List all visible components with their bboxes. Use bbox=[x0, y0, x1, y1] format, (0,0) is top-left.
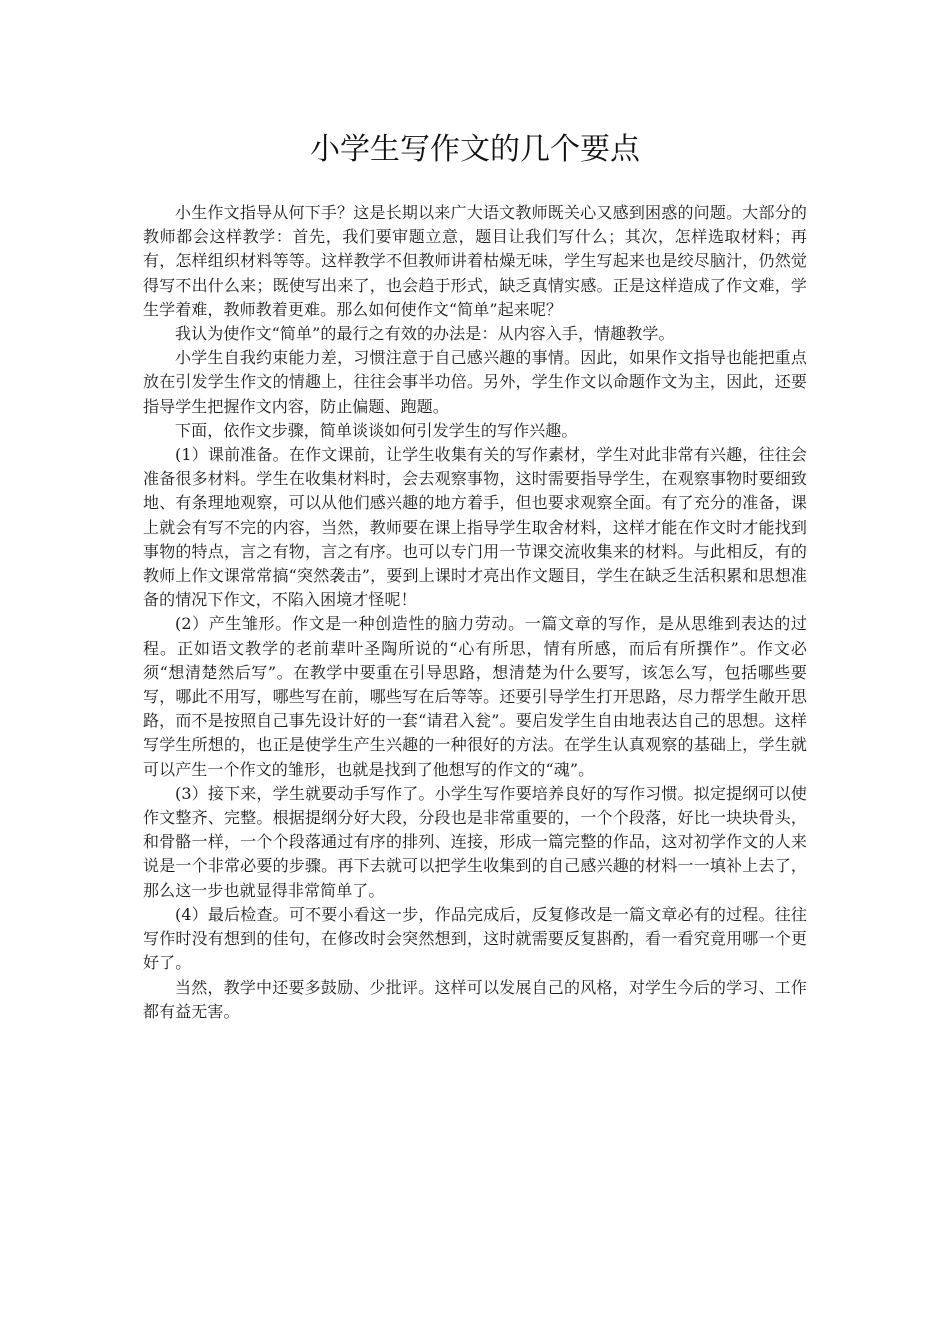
paragraph-step-2: (2）产生雏形。作文是一种创造性的脑力劳动。一篇文章的写作，是从思维到表达的过程。正如语文教学的老前辈叶圣陶所说的“心有所思，情有所感，而后有所撰作”。作文必须“想清楚然后写”。在教学中要重在引导思路，想清楚为什么要写，该怎么写，包括哪些要写，哪此不用写，哪些写在前，哪些写在后等等。还要引导学生打开思路，尽力帮学生敞开思路，而不是按照自己事先设计好的一套“请君入瓮”。要启发学生自由地表达自己的思想。这样写学生所想的，也正是使学生产生兴趣的一种很好的方法。在学生认真观察的基础上，学生就可以产生一个作文的雏形，也就是找到了他想写的作文的“魂”。 bbox=[143, 614, 807, 779]
paragraph-step-3: (3）接下来，学生就要动手写作了。小学生写作要培养良好的写作习惯。拟定提纲可以使作文整齐、完整。根据提纲分好大段，分段也是非常重要的，一个个段落，好比一块块骨头，和骨骼一样，一个个段落通过有序的排列、连接，形成一篇完整的作品，这对初学作文的人来说是一个非常必要的步骤。再下去就可以把学生收集到的自己感兴趣的材料一一填补上去了，那么这一步也就显得非常简单了。 bbox=[143, 783, 807, 900]
paragraph-conclusion: 当然，教学中还要多鼓励、少批评。这样可以发展自己的风格，对学生今后的学习、工作都有益无害。 bbox=[143, 977, 807, 1021]
paragraph-interest: 小学生自我约束能力差，习惯注意于自己感兴趣的事情。因此，如果作文指导也能把重点放在引发学生作文的情趣上，往往会事半功倍。另外，学生作文以命题作文为主，因此，还要指导学生把握作文内容，防止偏题、跑题。 bbox=[143, 348, 807, 416]
paragraph-steps-intro: 下面，依作文步骤，简单谈谈如何引发学生的写作兴趣。 bbox=[175, 420, 578, 440]
paragraph-method: 我认为使作文“简单”的最行之有效的办法是：从内容入手，情趣教学。 bbox=[175, 324, 675, 344]
paragraph-step-4: (4）最后检查。可不要小看这一步，作品完成后，反复修改是一篇文章必有的过程。往往写作时没有想到的佳句，在修改时会突然想到，这时就需要反复斟酌，看一看究竟用哪一个更好了。 bbox=[143, 904, 807, 973]
document-body bbox=[143, 201, 807, 1024]
paragraph-intro: 小生作文指导从何下手？这是长期以来广大语文教师既关心又感到困惑的问题。大部分的教师都会这样教学：首先，我们要审题立意，题目让我们写什么；其次，怎样选取材料；再有，怎样组织材料等等。这样教学不但教师讲着枯燥无味，学生写起来也是绞尽脑汁，仍然觉得写不出什么来；既使写出来了，也会趋于形式，缺乏真情实感。正是这样造成了作文难，学生学着难，教师教着更难。那么如何使作文“简单”起来呢？ bbox=[143, 203, 807, 319]
paragraph-step-1: (1）课前准备。在作文课前，让学生收集有关的写作素材，学生对此非常有兴趣，往往会准备很多材料。学生在收集材料时，会去观察事物，这时需要指导学生，在观察事物时要细致地、有条理地观察，可以从他们感兴趣的地方着手，但也要求观察全面。有了充分的准备，课上就会有写不完的内容，当然，教师要在课上指导学生取舍材料，这样才能在作文时才能找到事物的特点，言之有物，言之有序。也可以专门用一节课交流收集来的材料。与此相反，有的教师上作文课常常搞“突然袭击”，要到上课时才亮出作文题目，学生在缺乏生活积累和思想准备的情况下作文，不陷入困境才怪呢！ bbox=[143, 445, 807, 610]
document-title: 小学生写作文的几个要点 bbox=[310, 132, 640, 167]
